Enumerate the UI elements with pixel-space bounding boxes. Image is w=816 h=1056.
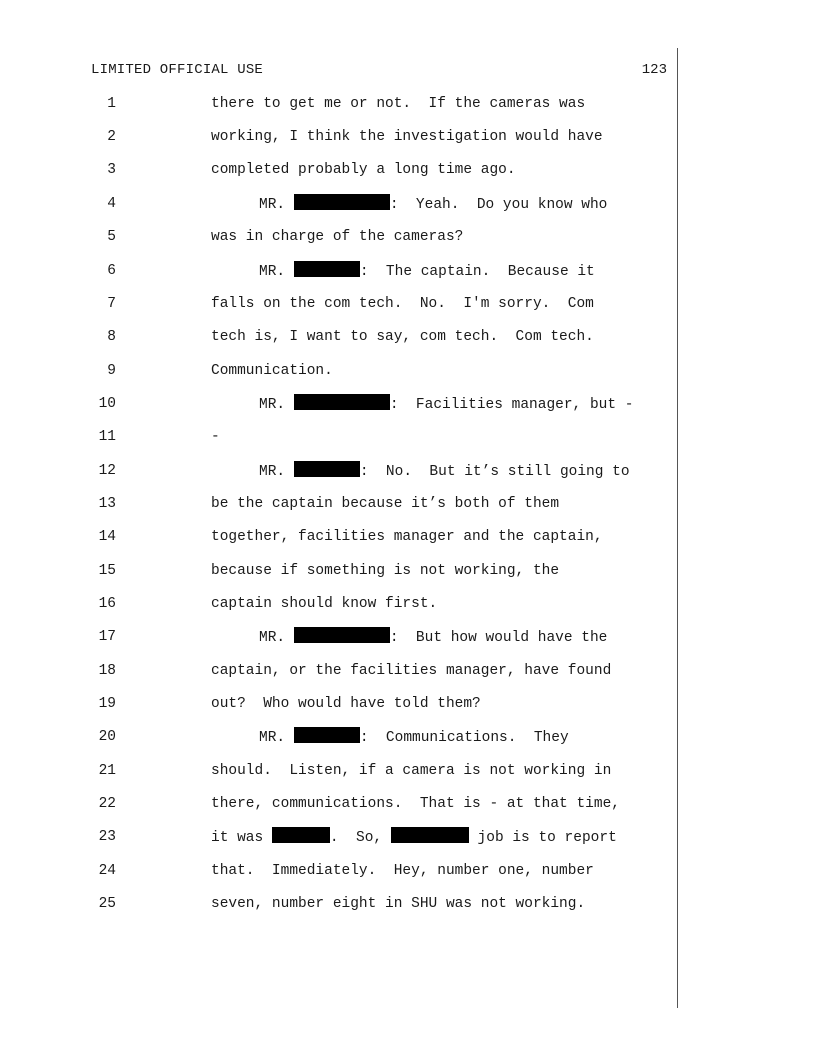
speech-text: : Facilities manager, but - bbox=[389, 397, 634, 413]
line-number: 2 bbox=[107, 129, 116, 145]
line-number: 24 bbox=[98, 863, 116, 879]
transcript-line: there to get me or not. If the cameras was bbox=[211, 96, 586, 112]
transcript-line: Communication. bbox=[211, 363, 333, 379]
speaker-prefix: MR. bbox=[259, 264, 294, 280]
line-number: 8 bbox=[107, 329, 116, 345]
transcript-line: should. Listen, if a camera is not working in bbox=[211, 763, 612, 779]
line-number: 9 bbox=[107, 363, 116, 379]
transcript-line: there, communications. That is - at that time, bbox=[211, 796, 620, 812]
redaction-bar bbox=[294, 461, 360, 477]
speaker-prefix: MR. bbox=[259, 730, 294, 746]
transcript-line bbox=[259, 261, 595, 282]
transcript-line: tech is, I want to say, com tech. Com tech. bbox=[211, 329, 594, 345]
transcript-line bbox=[259, 727, 569, 748]
speech-text: . So, bbox=[329, 830, 391, 846]
speech-text: it was bbox=[211, 830, 272, 846]
transcript-line: falls on the com tech. No. I'm sorry. Com bbox=[211, 296, 594, 312]
classification-header: LIMITED OFFICIAL USE bbox=[91, 62, 264, 78]
right-margin-rule bbox=[677, 48, 678, 1008]
transcript-line bbox=[259, 627, 607, 648]
redaction-bar bbox=[294, 727, 360, 743]
line-number: 15 bbox=[98, 563, 116, 579]
transcript-line: - bbox=[211, 429, 220, 445]
transcript-line bbox=[211, 827, 617, 848]
line-number: 17 bbox=[98, 629, 116, 645]
speaker-prefix: MR. bbox=[259, 397, 294, 413]
transcript-line: that. Immediately. Hey, number one, number bbox=[211, 863, 594, 879]
line-number: 1 bbox=[107, 96, 116, 112]
speech-text: : No. But it’s still going to bbox=[359, 464, 630, 480]
line-number: 6 bbox=[107, 263, 116, 279]
line-number: 7 bbox=[107, 296, 116, 312]
redaction-bar bbox=[294, 261, 360, 277]
line-number: 13 bbox=[98, 496, 116, 512]
line-number: 18 bbox=[98, 663, 116, 679]
speech-text: : The captain. Because it bbox=[359, 264, 595, 280]
transcript-line: be the captain because it’s both of them bbox=[211, 496, 560, 512]
line-number: 4 bbox=[107, 196, 116, 212]
transcript-line: captain should know first. bbox=[211, 596, 438, 612]
transcript-line: because if something is not working, the bbox=[211, 563, 560, 579]
line-number: 23 bbox=[98, 829, 116, 845]
transcript-line bbox=[259, 194, 607, 215]
transcript-line bbox=[259, 394, 633, 415]
line-number: 22 bbox=[98, 796, 116, 812]
page-number: 123 bbox=[641, 62, 667, 78]
line-number: 11 bbox=[98, 429, 116, 445]
line-number: 10 bbox=[98, 396, 116, 412]
line-number: 21 bbox=[98, 763, 116, 779]
line-number: 25 bbox=[98, 896, 116, 912]
transcript-line: captain, or the facilities manager, have found bbox=[211, 663, 612, 679]
transcript-line: working, I think the investigation would have bbox=[211, 129, 603, 145]
redaction-bar bbox=[294, 627, 390, 643]
transcript-line: together, facilities manager and the captain, bbox=[211, 529, 603, 545]
redaction-bar bbox=[294, 194, 390, 210]
redaction-bar bbox=[294, 394, 390, 410]
speech-text: job is to report bbox=[468, 830, 617, 846]
redaction-bar bbox=[391, 827, 469, 843]
speaker-prefix: MR. bbox=[259, 630, 294, 646]
transcript-line: out? Who would have told them? bbox=[211, 696, 481, 712]
line-number: 5 bbox=[107, 229, 116, 245]
line-number: 12 bbox=[98, 463, 116, 479]
line-number: 16 bbox=[98, 596, 116, 612]
transcript-line: was in charge of the cameras? bbox=[211, 229, 464, 245]
line-number: 14 bbox=[98, 529, 116, 545]
speech-text: : Communications. They bbox=[359, 730, 569, 746]
speaker-prefix: MR. bbox=[259, 197, 294, 213]
speech-text: : But how would have the bbox=[389, 630, 608, 646]
transcript-line: completed probably a long time ago. bbox=[211, 162, 516, 178]
line-number: 20 bbox=[98, 729, 116, 745]
transcript-line bbox=[259, 461, 630, 482]
line-number: 19 bbox=[98, 696, 116, 712]
line-number: 3 bbox=[107, 162, 116, 178]
redaction-bar bbox=[272, 827, 330, 843]
speech-text: : Yeah. Do you know who bbox=[389, 197, 608, 213]
speaker-prefix: MR. bbox=[259, 464, 294, 480]
transcript-line: seven, number eight in SHU was not working. bbox=[211, 896, 586, 912]
